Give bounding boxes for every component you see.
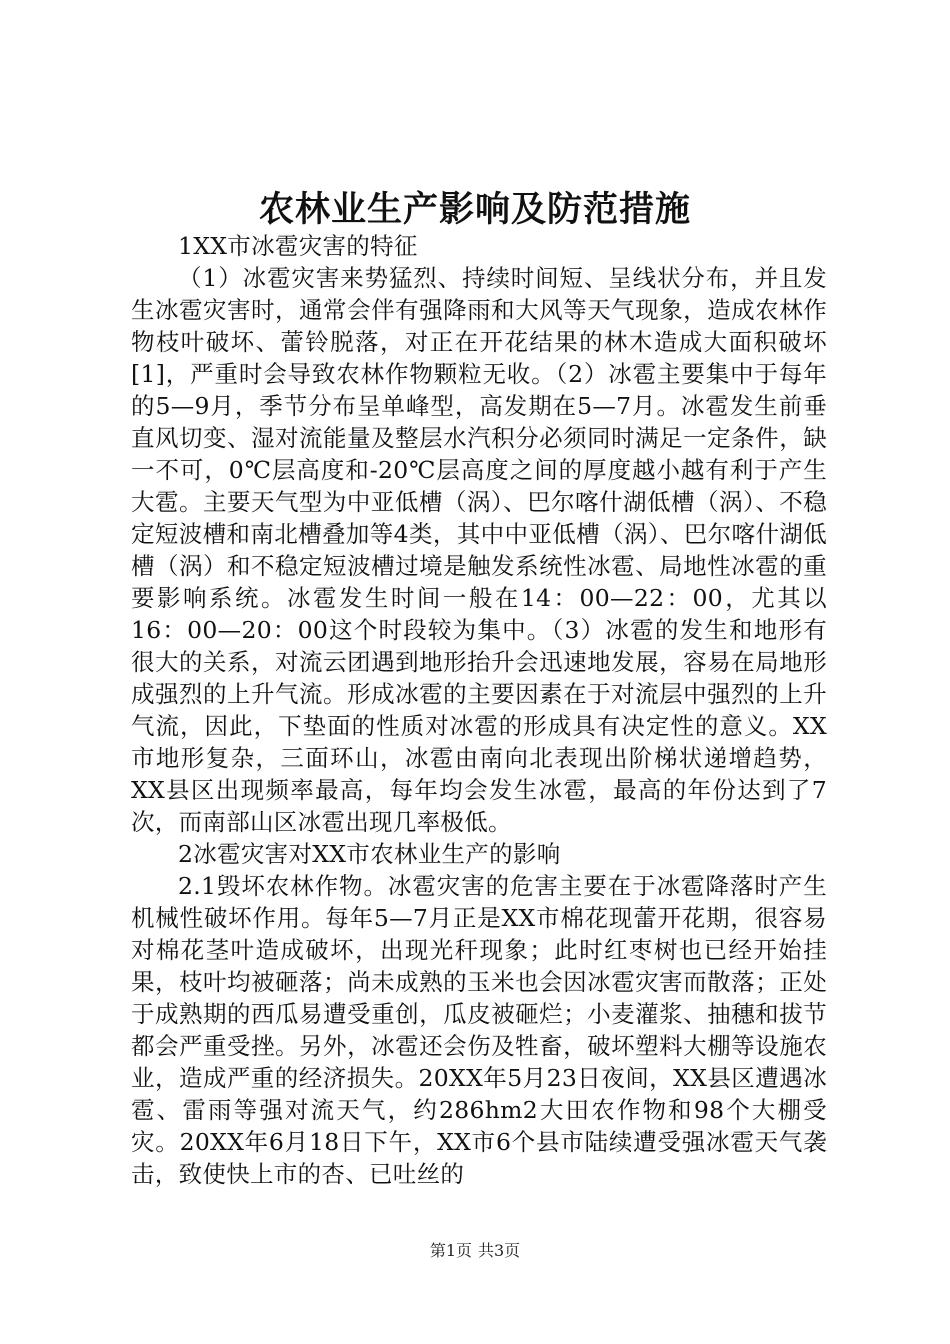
page-footer bbox=[0, 1241, 950, 1261]
document-body bbox=[131, 230, 827, 1190]
page-total: 共3页 bbox=[478, 1241, 521, 1260]
body-paragraph-2: 2.1毁坏农林作物。冰雹灾害的危害主要在于冰雹降落时产生机械性破坏作用。每年5—7月正是XX市棉花现蕾开花期，很容易对棉花茎叶造成破坏，出现光秆现象；此时红枣树也已经开始挂果，枝叶均被砸落；尚未成熟的玉米也会因冰雹灾害而散落；正处于成熟期的西瓜易遭受重创，瓜皮被砸烂；小麦灌浆、抽穗和拔节都会严重受挫。另外，冰雹还会伤及牲畜，破坏塑料大棚等设施农业，造成严重的经济损失。20XX年5月23日夜间，XX县区遭遇冰雹、雷雨等强对流天气，约286hm2大田农作物和98个大棚受灾。20XX年6月18日下午，XX市6个县市陆续遭受强冰雹天气袭击，致使快上市的杏、已吐丝的 bbox=[131, 872, 827, 1188]
document-title: 农林业生产影响及防范措施 bbox=[258, 189, 691, 230]
section-heading-2: 2冰雹灾害对XX市农林业生产的影响 bbox=[178, 840, 561, 868]
body-paragraph-1: （1）冰雹灾害来势猛烈、持续时间短、呈线状分布，并且发生冰雹灾害时，通常会伴有强降雨和大风等天气现象，造成农林作物枝叶破坏、蕾铃脱落，对正在开花结果的林木造成大面积破坏[1]，严重时会导致农林作物颗粒无收。（2）冰雹主要集中于每年的5—9月，季节分布呈单峰型，高发期在5—7月。冰雹发生前垂直风切变、湿对流能量及整层水汽积分必须同时满足一定条件，缺一不可，0℃层高度和-20℃层高度之间的厚度越小越有利于产生大雹。主要天气型为中亚低槽（涡）、巴尔喀什湖低槽（涡）、不稳定短波槽和南北槽叠加等4类，其中中亚低槽（涡）、巴尔喀什湖低槽（涡）和不稳定短波槽过境是触发系统性冰雹、局地性冰雹的重要影响系统。冰雹发生时间一般在14：00—22：00，尤其以16：00—20：00这个时段较为集中。（3）冰雹的发生和地形有很大的关系，对流云团遇到地形抬升会迅速地发展，容易在局地形成强烈的上升气流。形成冰雹的主要因素在于对流层中强烈的上升气流，因此，下垫面的性质对冰雹的形成具有决定性的意义。XX市地形复杂，三面环山，冰雹由南向北表现出阶梯状递增趋势，XX县区出现频率最高，每年均会发生冰雹，最高的年份达到了7次，而南部山区冰雹出现几率极低。 bbox=[131, 264, 827, 836]
page-number: 第1页 bbox=[429, 1241, 472, 1260]
section-heading-1: 1XX市冰雹灾害的特征 bbox=[178, 232, 418, 260]
